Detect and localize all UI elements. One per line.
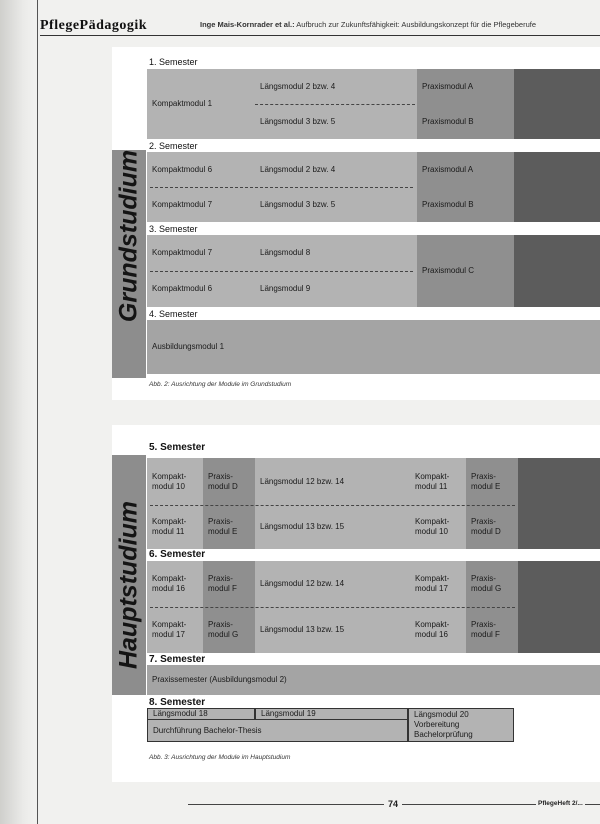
s2-dark-block bbox=[514, 152, 600, 222]
s5-laengs-a3: Längsmodul 12 bzw. 14 bbox=[255, 458, 410, 505]
s5-praxis-b5: Praxis- modul D bbox=[466, 505, 518, 549]
s6-dark-block bbox=[518, 561, 600, 653]
s5-kompakt-b1: Kompakt- modul 11 bbox=[147, 505, 203, 549]
semester-6-title: 6. Semester bbox=[149, 549, 206, 560]
s3-praxismodul-c: Praxismodul C bbox=[417, 235, 514, 307]
semester-5-title: 5. Semester bbox=[149, 442, 206, 453]
semester-2-title: 2. Semester bbox=[149, 141, 198, 151]
semester-4-title: 4. Semester bbox=[149, 309, 198, 319]
s1-laengsmodul-a: Längsmodul 2 bzw. 4 bbox=[255, 69, 417, 104]
s3-laengsmodul-8: Längsmodul 8 bbox=[255, 235, 417, 271]
s5-kompakt-a4: Kompakt- modul 11 bbox=[410, 458, 466, 505]
s6-kompakt-a1: Kompakt- modul 16 bbox=[147, 561, 203, 607]
s5-dark-block bbox=[518, 458, 600, 549]
s5-praxis-a5: Praxis- modul E bbox=[466, 458, 518, 505]
s3-dark-block bbox=[514, 235, 600, 307]
s5-kompakt-b4: Kompakt- modul 10 bbox=[410, 505, 466, 549]
s3-kompaktmodul-6: Kompaktmodul 6 bbox=[147, 271, 255, 307]
s8-laengsmodul-19: Längsmodul 19 bbox=[255, 708, 408, 720]
s5-kompakt-a1: Kompakt- modul 10 bbox=[147, 458, 203, 505]
s6-divider bbox=[150, 607, 515, 608]
grundstudium-label: Grundstudium bbox=[114, 149, 143, 323]
s5-divider bbox=[150, 505, 515, 506]
s6-praxis-a2: Praxis- modul F bbox=[203, 561, 255, 607]
semester-1-title: 1. Semester bbox=[149, 57, 198, 67]
running-author: Inge Mais-Kornrader et al.: bbox=[200, 20, 295, 29]
s6-praxis-b2: Praxis- modul G bbox=[203, 607, 255, 653]
header-rule bbox=[40, 35, 600, 36]
figure-3-caption: Abb. 3: Ausrichtung der Module im Hauptstudium bbox=[149, 754, 291, 761]
s2-praxismodul-a: Praxismodul A bbox=[417, 152, 514, 187]
s1-kompaktmodul-1: Kompaktmodul 1 bbox=[147, 69, 255, 139]
s2-laengsmodul-b: Längsmodul 3 bzw. 5 bbox=[255, 187, 417, 222]
s6-praxis-b5: Praxis- modul F bbox=[466, 607, 518, 653]
running-title bbox=[200, 20, 536, 29]
semester-7-title: 7. Semester bbox=[149, 654, 206, 665]
s3-divider bbox=[150, 271, 413, 272]
running-header bbox=[40, 14, 600, 34]
s1-divider bbox=[255, 104, 415, 105]
s7-praxissemester: Praxissemester (Ausbildungsmodul 2) bbox=[147, 665, 600, 695]
s1-praxismodul-b: Praxismodul B bbox=[417, 104, 514, 139]
hauptstudium-label: Hauptstudium bbox=[114, 500, 143, 670]
semester-8-title: 8. Semester bbox=[149, 697, 206, 708]
s5-praxis-b2: Praxis- modul E bbox=[203, 505, 255, 549]
semester-3-title: 3. Semester bbox=[149, 224, 198, 234]
s5-laengs-b3: Längsmodul 13 bzw. 15 bbox=[255, 505, 410, 549]
issue-label: PflegeHeft 2/... bbox=[538, 800, 583, 807]
s2-kompaktmodul-6: Kompaktmodul 6 bbox=[147, 152, 255, 187]
page-binding-shadow bbox=[0, 0, 34, 824]
s6-praxis-a5: Praxis- modul G bbox=[466, 561, 518, 607]
page-number: 74 bbox=[384, 799, 402, 809]
s2-kompaktmodul-7: Kompaktmodul 7 bbox=[147, 187, 255, 222]
s5-praxis-a2: Praxis- modul D bbox=[203, 458, 255, 505]
s1-dark-block bbox=[514, 69, 600, 139]
margin-line bbox=[37, 0, 38, 824]
figure-2-caption: Abb. 2: Ausrichtung der Module im Grundstudium bbox=[149, 381, 292, 388]
s6-kompakt-b4: Kompakt- modul 16 bbox=[410, 607, 466, 653]
s8-laengsmodul-20: Längsmodul 20 Vorbereitung Bachelorprüfung bbox=[408, 708, 514, 742]
s3-laengsmodul-9: Längsmodul 9 bbox=[255, 271, 417, 307]
s2-praxismodul-b: Praxismodul B bbox=[417, 187, 514, 222]
s1-laengsmodul-b: Längsmodul 3 bzw. 5 bbox=[255, 104, 417, 139]
s8-bachelor-thesis: Durchführung Bachelor-Thesis bbox=[147, 720, 408, 742]
s2-divider bbox=[150, 187, 413, 188]
journal-logo: PflegePädagogik bbox=[40, 18, 148, 33]
s2-laengsmodul-a: Längsmodul 2 bzw. 4 bbox=[255, 152, 417, 187]
s6-kompakt-a4: Kompakt- modul 17 bbox=[410, 561, 466, 607]
running-article-title: Aufbruch zur Zukunftsfähigkeit: Ausbildungskonzept für die Pflegeberufe bbox=[296, 20, 537, 29]
s1-praxismodul-a: Praxismodul A bbox=[417, 69, 514, 104]
s6-kompakt-b1: Kompakt- modul 17 bbox=[147, 607, 203, 653]
s6-laengs-b3: Längsmodul 13 bzw. 15 bbox=[255, 607, 410, 653]
s3-kompaktmodul-7: Kompaktmodul 7 bbox=[147, 235, 255, 271]
s4-ausbildungsmodul-1: Ausbildungsmodul 1 bbox=[147, 320, 600, 374]
s6-laengs-a3: Längsmodul 12 bzw. 14 bbox=[255, 561, 410, 607]
s8-laengsmodul-18: Längsmodul 18 bbox=[147, 708, 255, 720]
